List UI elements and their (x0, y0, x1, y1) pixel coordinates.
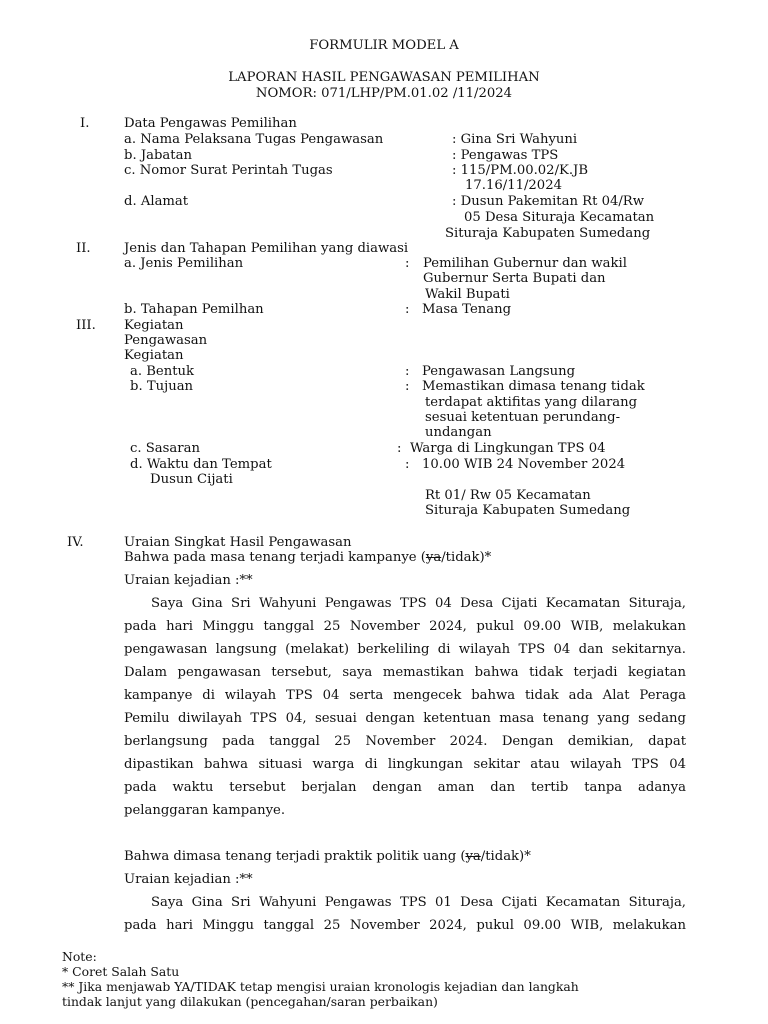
form-title: FORMULIR MODEL A (309, 38, 459, 53)
section3-b-value-cont: sesuai ketentuan perundang- (425, 410, 621, 425)
section2-b-value: Masa Tenang (422, 302, 512, 317)
section1-d-value-cont: 05 Desa Situraja Kecamatan (464, 210, 655, 225)
report-number: NOMOR: 071/LHP/PM.01.02 /11/2024 (255, 86, 513, 101)
section1-d-label: d. Alamat (124, 194, 189, 209)
section3-title: Kegiatan (124, 348, 184, 363)
section1-c-label: c. Nomor Surat Perintah Tugas (124, 163, 333, 178)
paragraph-line: Saya Gina Sri Wahyuni Pengawas TPS 01 Desa Cijati Kecamatan Situraja, (151, 895, 686, 910)
section3-d-label: d. Waktu dan Tempat (130, 457, 272, 472)
section1-roman: I. (80, 116, 90, 131)
uraian-label: Uraian kejadian :** (124, 573, 253, 588)
paragraph-line: Saya Gina Sri Wahyuni Pengawas TPS 04 Desa Cijati Kecamatan Situraja, (151, 596, 686, 611)
section3-a-label: a. Bentuk (130, 364, 195, 379)
section1-title: Data Pengawas Pemilihan (124, 116, 297, 131)
paragraph-line: pada hari Minggu tanggal 25 November 2024, pukul 09.00 WIB, melakukan (124, 918, 686, 933)
section2-b-colon: : (405, 302, 410, 317)
section2-a-value-cont: Gubernur Serta Bupati dan (423, 271, 606, 286)
section3-d-value-cont: Rt 01/ Rw 05 Kecamatan (425, 488, 591, 503)
section1-c-value-cont: 17.16/11/2024 (465, 178, 562, 193)
section3-c-label: c. Sasaran (130, 441, 200, 456)
section3-d-colon: : (405, 457, 410, 472)
paragraph-line: pada waktu tersebut berjalan dengan aman dan tertib tanpa adanya (124, 780, 686, 795)
section2-roman: II. (76, 241, 91, 256)
section3-b-colon: : (405, 379, 410, 394)
paragraph-line: pada hari Minggu tanggal 25 November 2024, pukul 09.00 WIB, melakukan (124, 619, 686, 634)
section1-b-value: : Pengawas TPS (452, 148, 559, 163)
section3-d-value-cont: Situraja Kabupaten Sumedang (425, 503, 631, 518)
section3-d-value: 10.00 WIB 24 November 2024 (422, 457, 626, 472)
paragraph-line: pengawasan langsung (melakat) berkeliling di wilayah TPS 04 dan sekitarnya. (124, 642, 686, 657)
section1-a-label: a. Nama Pelaksana Tugas Pengawasan (124, 132, 384, 147)
question-politik-uang (124, 849, 531, 865)
section3-title: Kegiatan (124, 318, 184, 333)
question-text: Bahwa dimasa tenang terjadi praktik politik uang ( (124, 849, 466, 864)
section3-c-value: Warga di Lingkungan TPS 04 (410, 441, 606, 456)
section3-roman: III. (76, 318, 96, 333)
section1-a-value: : Gina Sri Wahyuni (452, 132, 578, 147)
question-kampanye (124, 550, 491, 566)
section4-title: Uraian Singkat Hasil Pengawasan (124, 535, 352, 550)
struck-option: ya (425, 550, 442, 565)
section3-title: Pengawasan (124, 333, 208, 348)
paragraph-line: dipastikan bahwa situasi warga di lingkungan sekitar atau wilayah TPS 04 (124, 757, 686, 772)
section1-d-value: : Dusun Pakemitan Rt 04/Rw (452, 194, 645, 209)
section3-a-value: Pengawasan Langsung (422, 364, 576, 379)
section3-d-label-cont: Dusun Cijati (150, 472, 233, 487)
section3-b-value-cont: terdapat aktifitas yang dilarang (425, 395, 638, 410)
note-title: Note: (62, 949, 97, 964)
question-text: Bahwa pada masa tenang terjadi kampanye ( (124, 550, 426, 565)
section2-a-value: Pemilihan Gubernur dan wakil (423, 256, 627, 271)
section3-b-value-cont: undangan (425, 425, 492, 440)
report-title: LAPORAN HASIL PENGAWASAN PEMILIHAN (228, 70, 540, 85)
paragraph-line: berlangsung pada tanggal 25 November 2024. Dengan demikian, dapat (124, 734, 686, 749)
paragraph-line: Pemilu diwilayah TPS 04, sesuai dengan ketentuan masa tenang yang sedang (124, 711, 686, 726)
section2-a-colon: : (405, 256, 410, 271)
section3-a-colon: : (405, 364, 410, 379)
section3-c-colon: : (397, 441, 402, 456)
note-item: * Coret Salah Satu (62, 964, 180, 979)
section2-a-value-cont: Wakil Bupati (425, 287, 510, 302)
section2-a-label: a. Jenis Pemilihan (124, 256, 244, 271)
section1-c-value: : 115/PM.00.02/K.JB (452, 163, 589, 178)
note-item: tindak lanjut yang dilakukan (pencegahan/saran perbaikan) (62, 994, 438, 1009)
uraian-label: Uraian kejadian :** (124, 872, 253, 887)
section1-d-value-cont: Situraja Kabupaten Sumedang (445, 226, 651, 241)
section3-b-value: Memastikan dimasa tenang tidak (422, 379, 645, 394)
struck-option: ya (465, 849, 481, 864)
section3-b-label: b. Tujuan (130, 379, 194, 394)
section1-b-label: b. Jabatan (124, 148, 192, 163)
section4-roman: IV. (67, 535, 84, 550)
section2-b-label: b. Tahapan Pemilhan (124, 302, 264, 317)
note-item: ** Jika menjawab YA/TIDAK tetap mengisi uraian kronologis kejadian dan langkah (62, 979, 579, 994)
section2-title: Jenis dan Tahapan Pemilihan yang diawasi (124, 241, 409, 256)
question-text: /tidak)* (480, 849, 531, 864)
question-text: /tidak)* (441, 550, 492, 565)
paragraph-line: Dalam pengawasan tersebut, saya memastikan bahwa tidak terjadi kegiatan (124, 665, 686, 680)
paragraph-line: pelanggaran kampanye. (124, 803, 286, 818)
paragraph-line: kampanye di wilayah TPS 04 serta mengecek bahwa tidak ada Alat Peraga (124, 688, 686, 703)
